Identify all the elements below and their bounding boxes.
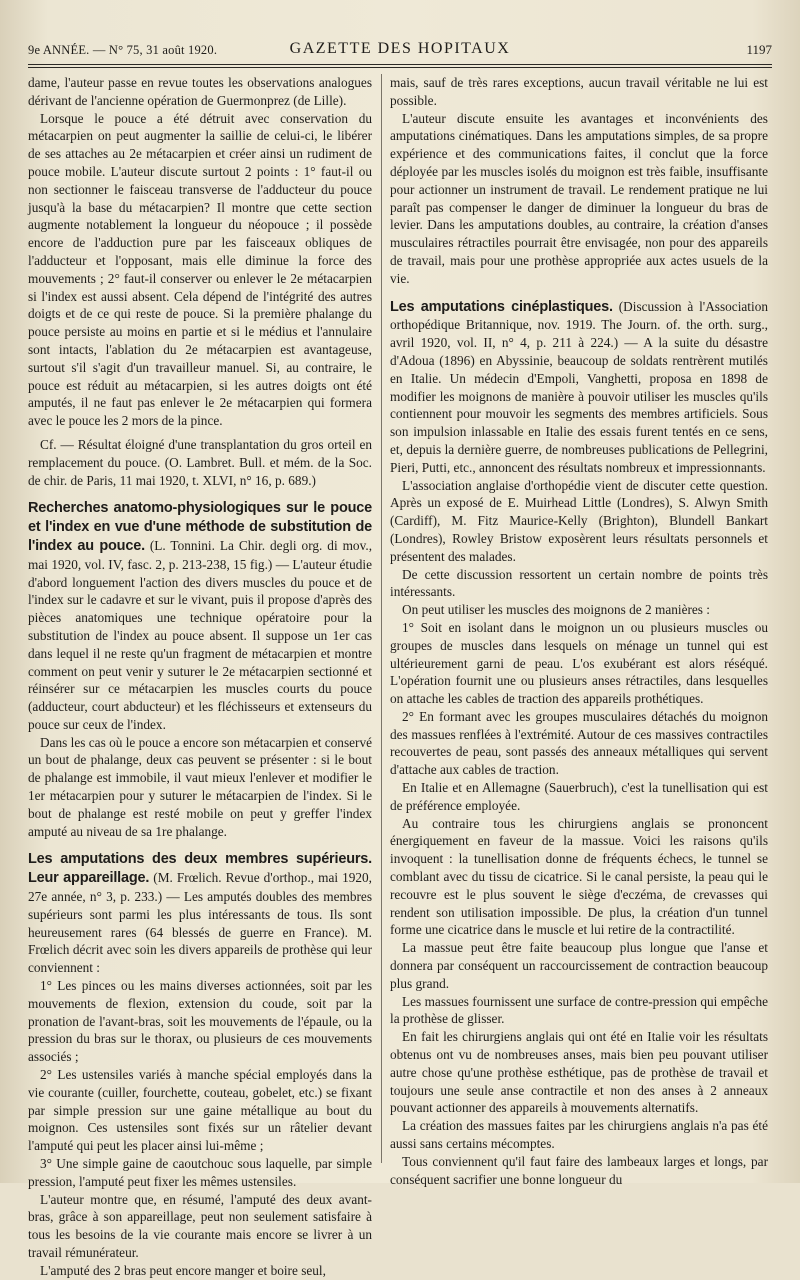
page-number: 1197 xyxy=(746,42,772,57)
paragraph: La création des massues faites par les chirurgiens anglais n'a pas été aussi sans certains mécomptes. xyxy=(390,1118,768,1152)
left-column xyxy=(28,74,373,1278)
paragraph: En fait les chirurgiens anglais qui ont été en Italie voir les résultats obtenus ont vu de nombreuses anses, mais bien peu pouvant utiliser autre chose qu'une prothèse esthétique, pas de prothèse de travail et toujours une seule anse contractile et non des anses à 2 anneaux pouvant actionner des appareils à mouvements alternatifs. xyxy=(390,1029,768,1116)
article-reference: (M. Frœlich. Revue d'orthop., mai 1920, 27e année, n° 3, p. 233.) — Les amputés doubles des membres supérieurs sont parmi les plus intéressants de tous. Ils sont heureusement rares (64 blessés de guerre en France). M. Frœlich décrit avec soin les divers appareils de prothèse qui leur conviennent : xyxy=(28,870,373,976)
right-column xyxy=(390,74,768,1187)
list-item: 3° Une simple gaine de caoutchouc sous laquelle, par simple pression, l'amputé peut fixer les mêmes ustensiles. xyxy=(28,1156,372,1189)
paragraph: L'amputé des 2 bras peut encore manger et boire seul, xyxy=(40,1262,326,1278)
paragraph: De cette discussion ressortent un certain nombre de points très intéressants. xyxy=(390,566,768,600)
paragraph: La massue peut être faite beaucoup plus longue que l'anse et donnera par conséquent un raccourcissement de contraction beaucoup plus grand. xyxy=(390,940,768,991)
paragraph: Au contraire tous les chirurgiens anglais se prononcent énergiquement en faveur de la massue. Voici les raisons qu'ils invoquent : la tunellisation donne de fréquents échecs, le tunnel se comblant avec du tissu de cicatrice. Si le canal persiste, la peau qui le recouvre est le plus souvent le siège d'eczéma, de crevasses qui rendent son utilisation impossible. De plus, la création d'un tunnel forme une cicatrice dans le muscle et lui retire de la contractilité. xyxy=(390,815,768,938)
paragraph: En Italie et en Allemagne (Sauerbruch), c'est la tunellisation qui est de préférence employée. xyxy=(390,780,768,813)
paragraph: dame, l'auteur passe en revue toutes les observations analogues dérivant de l'ancienne opération de Guermonprez (de Lille). xyxy=(28,75,372,108)
paragraph: Dans les cas où le pouce a encore son métacarpien et conservé un bout de phalange, deux cas peuvent se présenter : si le bout de phalange est immobile, il vaut mieux l'enlever et modifier le 1er métacarpien pour y suturer le métacarpien de l'index. Si le bout de phalange est resté mobile on peut y greffer l'index amputé au niveau de sa 1re phalange. xyxy=(28,734,372,839)
article xyxy=(28,499,372,733)
column-divider xyxy=(381,74,382,1163)
issue-info: 9e ANNÉE. — N° 75, 31 août 1920. xyxy=(28,43,218,57)
paragraph: Lorsque le pouce a été détruit avec conservation du métacarpien on peut augmenter la saillie de celui-ci, le libérer de ses attaches au 2e métacarpien et créer ainsi un rudiment de pouce mobile. L'auteur discute surtout 2 points : 1° faut-il ou non sectionner le faisceau transverse de l'adducteur du pouce jusqu'à la base du métacarpien? Il montre que cette section augmente notablement la longueur du néopouce ; il possède encore de l'adduction pure par les faisceaux obliques de l'adducteur et l'opposant, mais elle diminue la force des mouvements ; 2° faut-il conserver ou enlever le 2e métacarpien si l'index est aussi absent. Cela dépend de l'intégrité des autres doigts et de ce qui reste de pouce. Si la première phalange du pouce persiste au moins en partie et si le médius et l'annulaire sont intacts, l'ablation du 2e métacarpien est avantageuse, surtout s'il s'agit d'un travailleur manuel. Si, au contraire, le pouce est réduit au métacarpien, si les autres doigts ont été amputés, il ne faut pas enlever le 2e métacarpien qui formera avec le pouce les 2 mors de la pince. xyxy=(28,110,372,429)
list-item: 2° Les ustensiles variés à manche spécial employés dans la vie courante (cuiller, fourchette, couteau, gobelet, etc.) se fixant par simple pression sur une gaine métallique au bout du moignon. Ces ustensiles sont fixés sur un râtelier devant l'amputé qui peut les placer ainsi lui-même ; xyxy=(28,1067,372,1154)
paragraph: L'association anglaise d'orthopédie vient de discuter cette question. Après un exposé de E. Muirhead Little (Londres), S. Alwyn Smith (Cardiff), M. Fitz Maurice-Kelly (Brighton), Blundell Bankart (Londres), Rowley Bristow exposèrent leurs résultats personnels et présentent des malades. xyxy=(390,477,768,564)
article-heading: Les amputations des deux membres supérieurs. Leur appareillage. xyxy=(28,851,372,887)
list-item: 2° En formant avec les groupes musculaires détachés du moignon des massues renflées à l'extrémité. Autour de ces massives contractiles recouvertes de peau, sont passés des anneaux métalliques qui servent d'attache aux cables de traction. xyxy=(390,708,768,778)
reference-note: Cf. — Résultat éloigné d'une transplantation du gros orteil en remplacement du pouce. (O. Lambret. Bull. et mém. de la Soc. de chir. de Paris, 11 mai 1920, t. XLVI, n° 16, p. 689.) xyxy=(28,436,372,488)
paragraph: Tous conviennent qu'il faut faire des lambeaux larges et longs, par conséquent sacrifier une bonne longueur du xyxy=(390,1153,768,1187)
paragraph: mais, sauf de très rares exceptions, aucun travail véritable ne lui est possible. xyxy=(390,75,768,108)
article-heading: Recherches anatomo-physiologiques sur le pouce et l'index en vue d'une méthode de substitution de l'index au pouce. xyxy=(28,500,372,554)
publication-title: GAZETTE DES HOPITAUX xyxy=(289,40,511,57)
article xyxy=(28,850,372,977)
list-item: 1° Soit en isolant dans le moignon un ou plusieurs muscles ou groupes de muscles dans lesquels on ménage un tunnel qui est ultérieurement garni de peau. L'os exubérant est alors réséqué. L'opération fournit une ou plusieurs anses rétractiles, dans lesquelles on attache les cables de traction des appareils prothétiques. xyxy=(390,619,768,707)
paragraph: On peut utiliser les muscles des moignons de 2 manières : xyxy=(402,602,710,618)
paragraph: Les massues fournissent une surface de contre-pression qui empêche la prothèse de glisser. xyxy=(390,993,768,1027)
paragraph: L'auteur montre que, en résumé, l'amputé des deux avant-bras, grâce à son appareillage, peut non seulement satisfaire à tous les besoins de la vie courante mais encore se livrer à un travail rémunérateur. xyxy=(28,1191,372,1260)
article xyxy=(390,298,768,477)
header-rule xyxy=(28,64,772,65)
article-reference: (Discussion à l'Association orthopédique Britannique, nov. 1919. The Journ. of. the orth. surg., avril 1920, vol. II, n° 4, p. 211 à 224.) — A la suite du désastre d'Adoua (1896) en Abyssinie, beaucoup de soldats rentrèrent mutilés en Italie. Un médecin d'Empoli, Vanghetti, proposa en 1898 de modifier les moignons de manière à pouvoir utiliser les muscles qu'ils contiennent pour mouvoir les segments des membres artificiels. Sous son impulsion inlassable en Italie des essais furent tentés en ce sens, et, depuis la dernière guerre, de nombreuses publications de Pellegrini, Pieri, Putti, etc., annoncent des résultats nombreux et impressionnants. xyxy=(390,298,768,475)
article-heading: Les amputations cinéplastiques. xyxy=(390,298,613,315)
header-rule-thin xyxy=(28,67,772,68)
page-header xyxy=(28,28,772,58)
paragraph: L'auteur discute ensuite les avantages et inconvénients des amputations cinématiques. Dans les amputations simples, de sa propre expérience et des communications faites, il conclut que la force déployée par les muscles isolés du moignon est très faible, insuffisante pour actionner un instrument de travail. Le rendement pratique ne lui paraît pas compenser le danger de diminuer la longueur du bras de levier. Dans les amputations doubles, au contraire, la création d'anses musculaires rétractiles pourrait être envisagée, non pour des appareils de travail, mais pour une prothèse appropriée aux actes usuels de la vie. xyxy=(390,110,768,286)
article-reference: (L. Tonnini. La Chir. degli org. di mov., mai 1920, vol. IV, fasc. 2, p. 213-238, 15 fig.) — L'auteur étudie d'abord longuement l'action des divers muscles du pouce et de l'index sur le cadavre et sur le vivant, puis il propose d'après des pièces anatomiques une technique opératoire pour la substitution de l'index au pouce absent. Il suppose un 1er cas dans lequel il ne reste qu'un fragment de métacarpien et montre comment on peut venir y suturer le 2e métacarpien sectionné et réinsérer sur ce métacarpien les muscles courts du pouce (adducteur, court abducteur) et les fléchisseurs et extenseurs du pouce sur ceux de l'index. xyxy=(28,537,373,732)
list-item: 1° Les pinces ou les mains diverses actionnées, soit par les mouvements de flexion, extension du coude, soit par la pronation de l'avant-bras, soit les mouvements de l'épaule, ou la pression du bras sur le thorax, ou plusieurs de ces mouvements associés ; xyxy=(28,978,372,1065)
